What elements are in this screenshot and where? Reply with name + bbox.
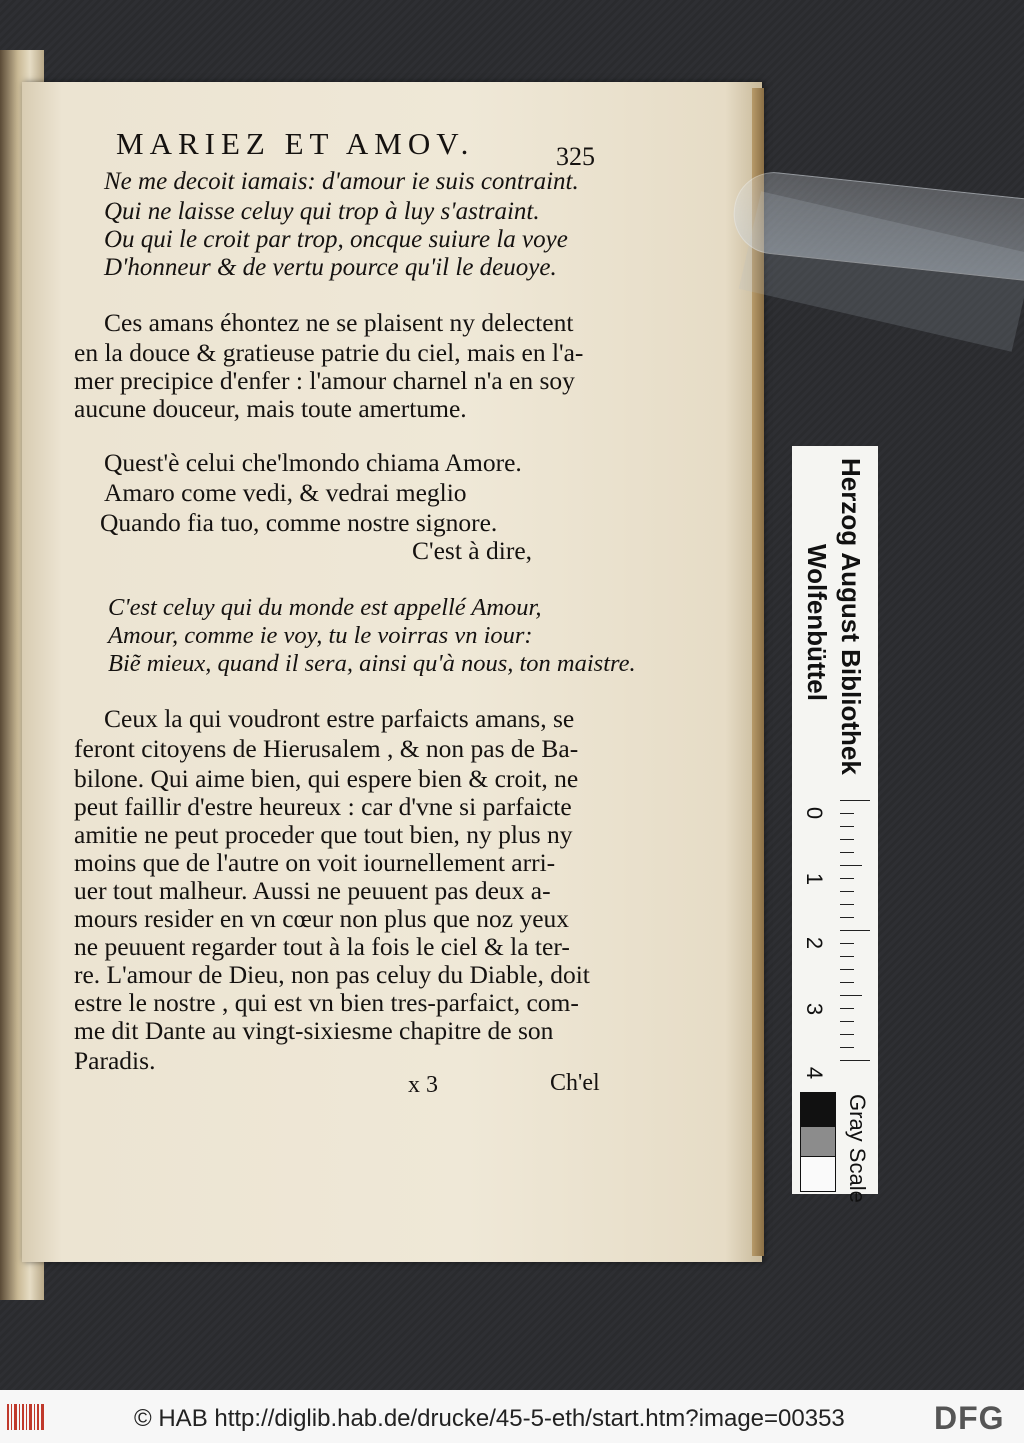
ruler-scale bbox=[840, 800, 870, 1080]
cest-a-dire: C'est à dire, bbox=[412, 536, 533, 565]
paragraph-line: mours resider en vn cœur non plus que noz yeux bbox=[74, 904, 570, 933]
verse-line: Biẽ mieux, quand il sera, ainsi qu'à nous, ton maistre. bbox=[108, 650, 636, 677]
ruler-number: 0 bbox=[802, 806, 828, 820]
copyright-url[interactable]: © HAB http://diglib.hab.de/drucke/45-5-eth/start.htm?image=00353 bbox=[134, 1405, 845, 1432]
running-header: MARIEZ ET AMOV. bbox=[116, 126, 475, 161]
paragraph-line: ne peuuent regarder tout à la fois le ciel & la ter- bbox=[74, 932, 570, 961]
ruler-number: 1 bbox=[802, 872, 828, 886]
paragraph-line: peut faillir d'estre heureux : car d'vne si parfaicte bbox=[74, 792, 572, 821]
verse-line: Qui ne laisse celuy qui trop à luy s'astraint. bbox=[104, 198, 540, 225]
paragraph-line: re. L'amour de Dieu, non pas celuy du Diable, doit bbox=[74, 960, 590, 989]
verse-line: D'honneur & de vertu pource qu'il le deuoye. bbox=[104, 254, 557, 281]
gray-patch-black bbox=[800, 1092, 836, 1128]
verse-line: Ou qui le croit par trop, oncque suiure la voye bbox=[104, 226, 568, 253]
dfg-logo: DFG bbox=[934, 1400, 1005, 1436]
barcode-icon bbox=[6, 1400, 46, 1434]
paragraph-line: Ces amans éhontez ne se plaisent ny delectent bbox=[104, 308, 574, 337]
signature-mark: x 3 bbox=[408, 1072, 438, 1098]
italian-verse-line: Quest'è celui che'lmondo chiama Amore. bbox=[104, 448, 522, 477]
scale-institution-line2: Wolfenbüttel bbox=[802, 544, 832, 701]
italian-verse-line: Amaro come vedi, & vedrai meglio bbox=[104, 478, 467, 507]
paragraph-line: moins que de l'autre on voit iournellement arri- bbox=[74, 848, 556, 877]
paragraph-line: aucune douceur, mais toute amertume. bbox=[74, 394, 467, 423]
verse-line: Amour, comme ie voy, tu le voirras vn iour: bbox=[108, 622, 533, 649]
catchword: Ch'el bbox=[550, 1070, 600, 1096]
paragraph-line: uer tout malheur. Aussi ne peuuent pas deux a- bbox=[74, 876, 551, 905]
ruler-number: 2 bbox=[802, 936, 828, 950]
paragraph-line: mer precipice d'enfer : l'amour charnel n'a en soy bbox=[74, 366, 575, 395]
paragraph-line: feront citoyens de Hierusalem , & non pas de Ba- bbox=[74, 734, 579, 763]
page-number: 325 bbox=[556, 142, 595, 171]
paragraph-line: Ceux la qui voudront estre parfaicts amans, se bbox=[104, 704, 575, 733]
paragraph-line: en la douce & gratieuse patrie du ciel, mais en l'a- bbox=[74, 338, 584, 367]
paragraph-line: amitie ne peut proceder que tout bien, ny plus ny bbox=[74, 820, 573, 849]
paragraph-line: bilone. Qui aime bien, qui espere bien & croit, ne bbox=[74, 764, 579, 793]
gray-patch-mid bbox=[800, 1126, 836, 1158]
gray-scale-label: Gray Scale bbox=[845, 1094, 870, 1203]
scale-institution-line1: Herzog August Bibliothek bbox=[836, 458, 866, 775]
italian-verse-line: Quando fia tuo, comme nostre signore. bbox=[100, 508, 498, 537]
paragraph-line: estre le nostre , qui est vn bien tres-parfaict, com- bbox=[74, 988, 579, 1017]
verse-line: C'est celuy qui du monde est appellé Amour, bbox=[108, 594, 542, 621]
ruler-number: 3 bbox=[802, 1002, 828, 1016]
verse-line: Ne me decoit iamais: d'amour ie suis contraint. bbox=[104, 168, 579, 195]
gray-patch-white bbox=[800, 1156, 836, 1192]
paragraph-line: me dit Dante au vingt-sixiesme chapitre de son bbox=[74, 1016, 554, 1045]
ruler-number: 4 bbox=[802, 1066, 828, 1080]
paragraph-line: Paradis. bbox=[74, 1046, 156, 1075]
